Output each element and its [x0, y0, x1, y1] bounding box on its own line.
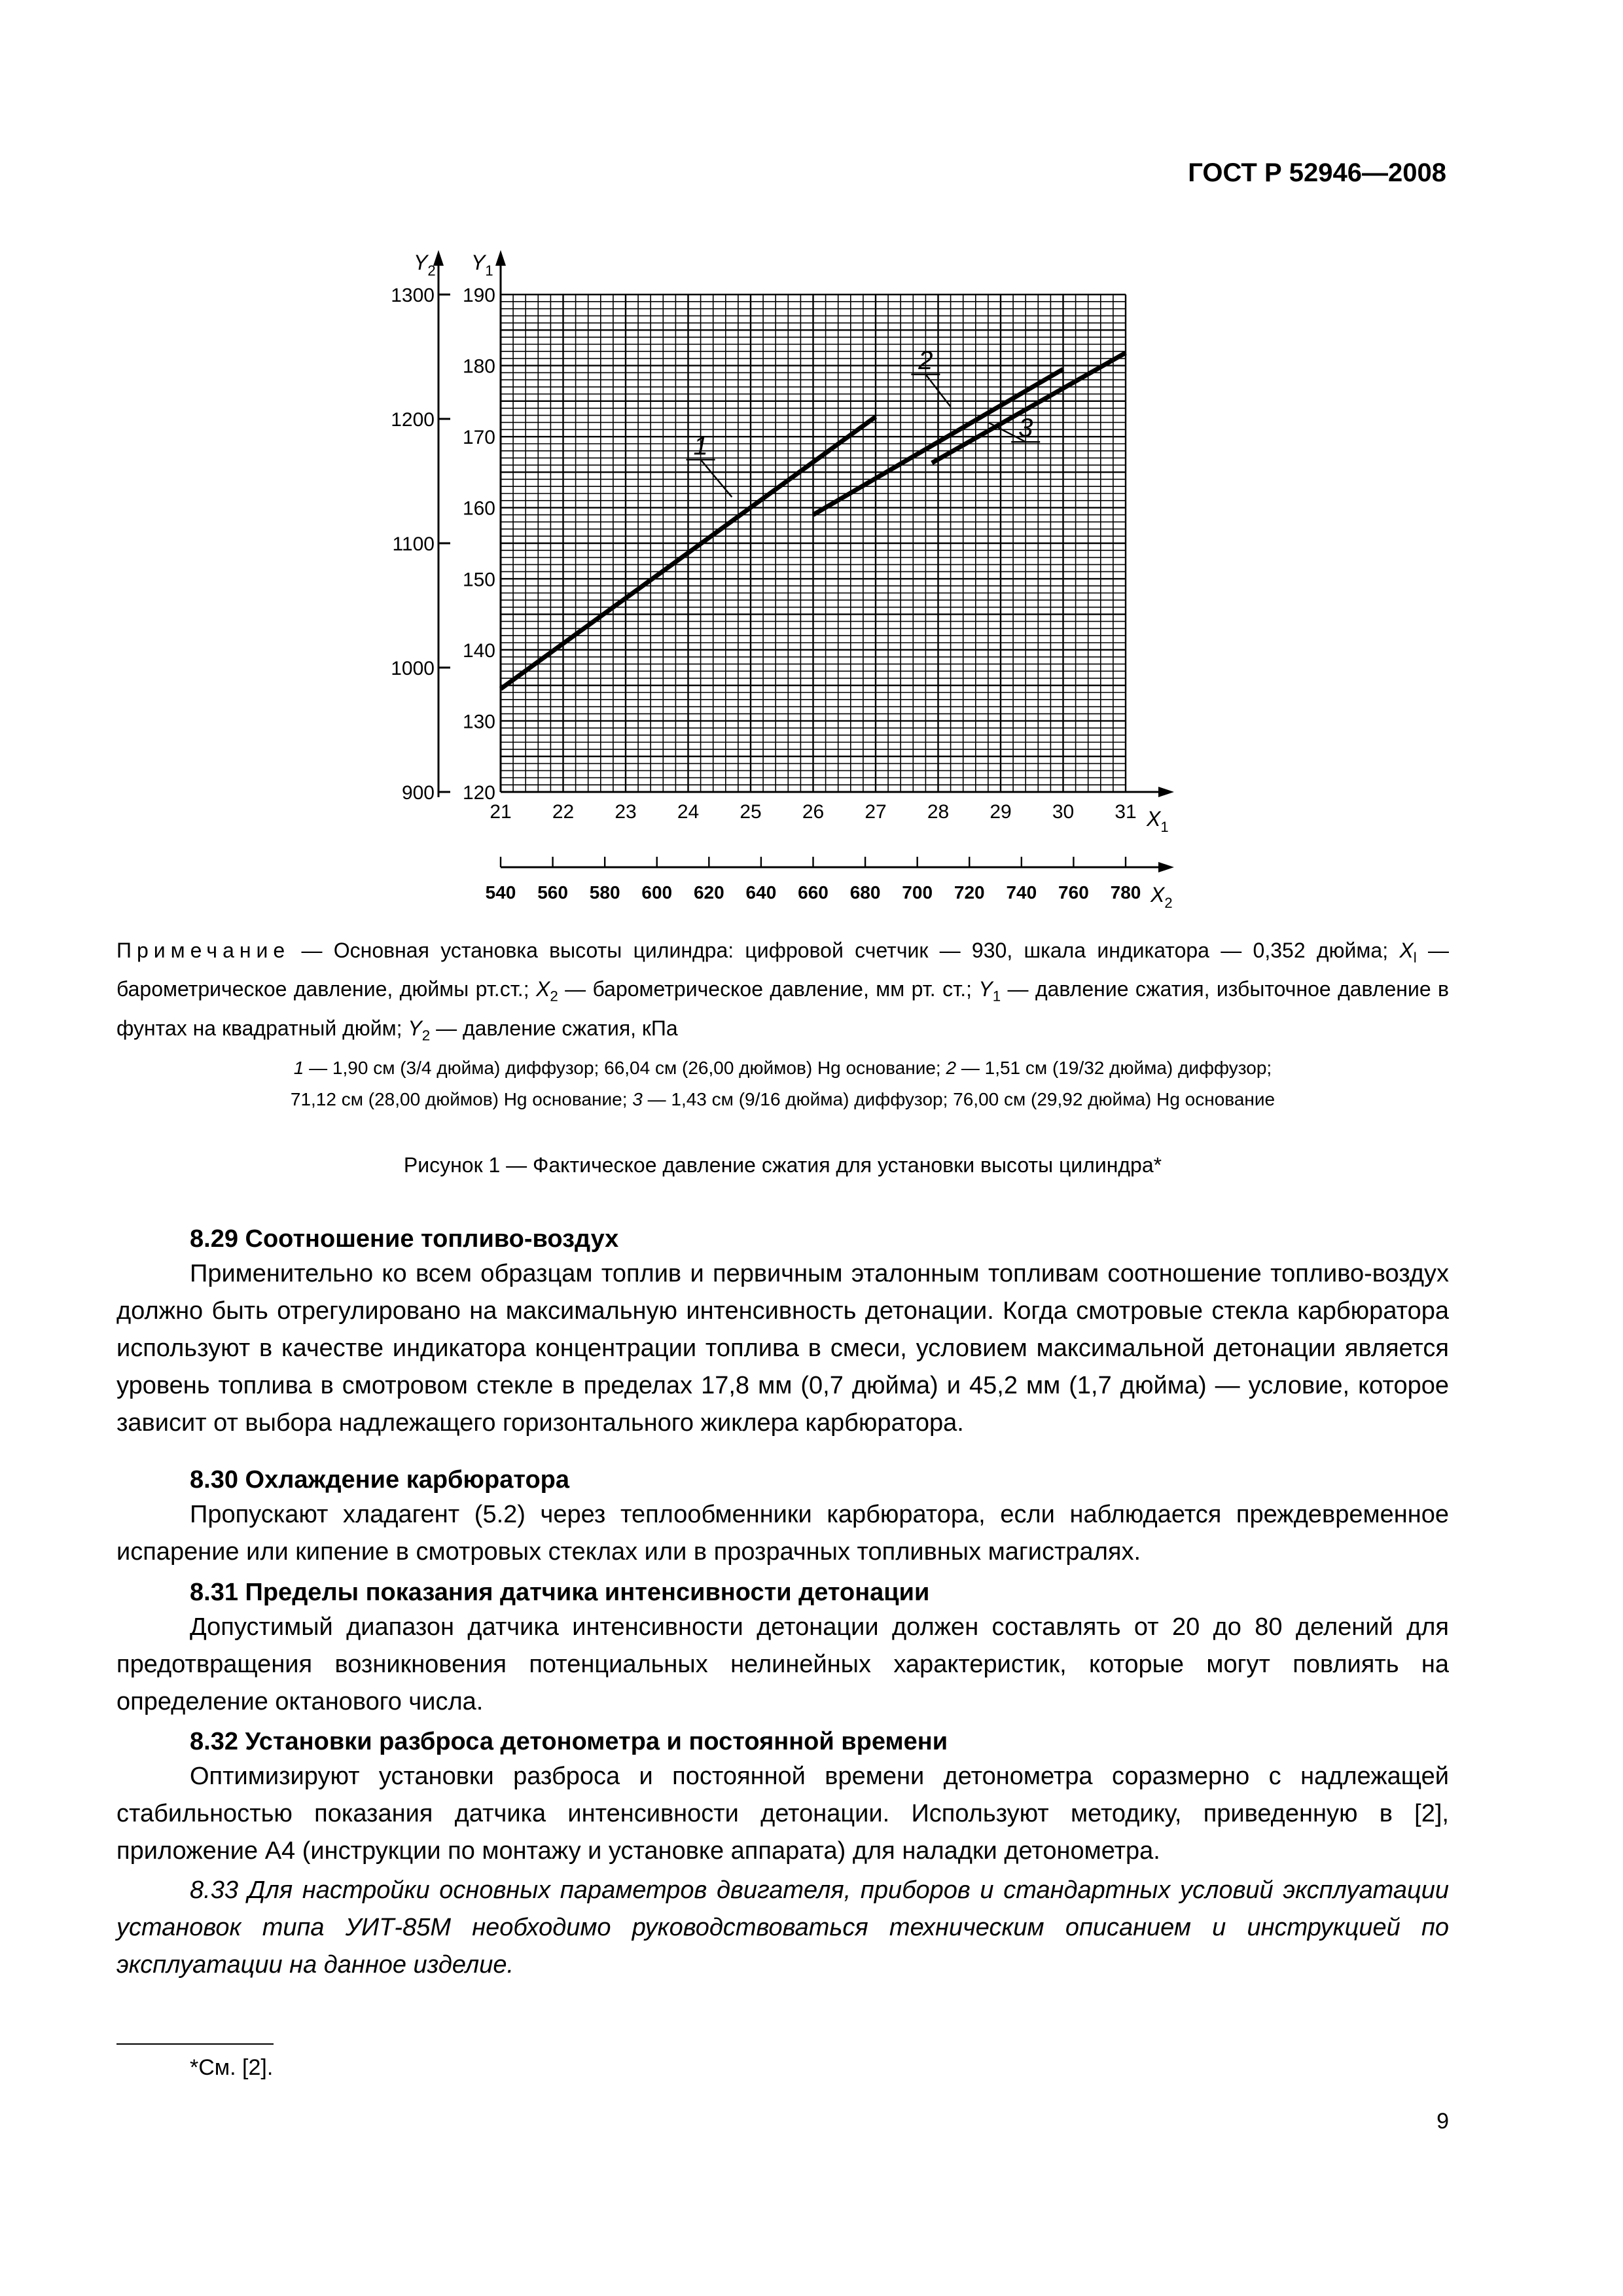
- note-symbol: X: [1399, 939, 1414, 962]
- x1-tick-label: 25: [740, 801, 762, 823]
- y1-tick-label: 140: [462, 639, 495, 662]
- y1-axis-label: $Y_1$: [471, 251, 493, 279]
- section-body: Оптимизируют установки разброса и постоянной времени детонометра соразмерно с надлежащей стабильностью показания датчика интенсивности детонации. Используют методику, приведенную в [2], приложение А4 (инструкции по монтажу и установке аппарата) для наладки детонометра.: [116, 1763, 1449, 1865]
- x1-axis-arrow: [1158, 787, 1174, 797]
- x1-tick-label: 22: [552, 801, 575, 823]
- note-text: — барометрическое давление, дюймы рт.ст.;: [116, 939, 1450, 1001]
- section-body: Пропускают хладагент (5.2) через теплообменники карбюратора, если наблюдается преждевременное испарение или кипение в смотровых стеклах или в прозрачных топливных магистралях.: [116, 1501, 1449, 1566]
- curve-label: 2: [918, 346, 933, 375]
- y1-tick-label: 170: [462, 427, 495, 449]
- note-subscript: l: [1413, 949, 1417, 966]
- footnote-rule: [116, 2043, 274, 2045]
- section-body: Допустимый диапазон датчика интенсивности детонации должен составлять от 20 до 80 делений для предотвращения возникновения потенциальных нелинейных характеристик, которые могут повлиять на определение октанового числа.: [116, 1613, 1449, 1715]
- footnote: *См. [2].: [190, 2055, 274, 2080]
- note-symbol: Y: [408, 1016, 422, 1040]
- x2-tick-label: 680: [849, 882, 881, 903]
- x1-tick-label: 24: [677, 801, 700, 823]
- y2-tick-label: 1100: [392, 533, 435, 555]
- y2-tick-label: 900: [401, 782, 435, 804]
- section-heading: [190, 1579, 929, 1607]
- x2-tick-label: 720: [954, 882, 985, 903]
- note-subscript: 1: [992, 988, 1001, 1005]
- note-subscript: 2: [421, 1027, 431, 1044]
- y1-tick-label: 190: [462, 285, 495, 306]
- x1-tick-label: 29: [990, 801, 1012, 823]
- x1-tick-label: 31: [1115, 801, 1137, 823]
- section-heading: [190, 1225, 618, 1253]
- x1-tick-label: 28: [927, 801, 950, 823]
- x2-tick-label: 740: [1006, 882, 1037, 903]
- section-title: Охлаждение карбюратора: [245, 1466, 569, 1494]
- y1-tick-label: 180: [462, 355, 495, 378]
- y2-tick-label: 1300: [391, 285, 435, 306]
- legend-number: 3: [632, 1089, 643, 1109]
- section-body-833: 8.33 Для настройки основных параметров двигателя, приборов и стандартных условий эксплуатации установок типа УИТ-85М необходимо руководствоваться техническим описанием и инструкцией по эксплуатации на данное изделие.: [116, 1876, 1449, 1979]
- chart-ticks: [391, 285, 1141, 903]
- legend-text: — 1,51 см (19/32 дюйма) диффузор;: [956, 1058, 1272, 1078]
- x1-axis-label: $X_1$: [1147, 807, 1169, 835]
- x2-tick-label: 540: [485, 882, 516, 903]
- section-title: Соотношение топливо-воздух: [245, 1225, 619, 1253]
- x2-tick-label: 660: [798, 882, 829, 903]
- x2-tick-label: 700: [902, 882, 933, 903]
- section-body: Применительно ко всем образцам топлив и первичным эталонным топливам соотношение топливо-воздух должно быть отрегулировано на максимальную интенсивность детонации. Когда смотровые стекла карбюратора используют в качестве индикатора концентрации топлива в смеси, условием максимальной детонации является уровень топлива в смотровом стекле в пределах 17,8 мм (0,7 дюйма) и 45,2 мм (1,7 дюйма) — условие, которое зависит от выбора надлежащего горизонтального жиклера карбюратора.: [116, 1260, 1449, 1437]
- y1-tick-label: 130: [462, 711, 495, 733]
- figure-caption: Рисунок 1 — Фактическое давление сжатия для установки высоты цилиндра*: [403, 1153, 1162, 1177]
- page-number: 9: [1436, 2109, 1449, 2134]
- legend-line: [116, 1084, 1449, 1115]
- legend-text: 71,12 см (28,00 дюймов) Hg основание;: [290, 1089, 633, 1109]
- legend-text: — 1,90 см (3/4 дюйма) диффузор; 66,04 см (26,00 дюймов) Hg основание;: [304, 1058, 946, 1078]
- y1-tick-label: 160: [462, 497, 495, 520]
- curve-label: 3: [1018, 414, 1033, 443]
- x1-tick-label: 27: [865, 801, 887, 823]
- x1-tick-label: 30: [1052, 801, 1075, 823]
- x1-tick-label: 26: [802, 801, 825, 823]
- y1-tick-label: 120: [462, 782, 495, 804]
- x2-tick-label: 640: [745, 882, 777, 903]
- note-text: — барометрическое давление, мм рт. ст.;: [558, 977, 979, 1001]
- note-subscript: 2: [550, 988, 558, 1005]
- x2-axis-arrow: [1158, 862, 1174, 872]
- x2-tick-label: 600: [641, 882, 673, 903]
- note-symbol: Y: [978, 977, 993, 1001]
- section-title: Установки разброса детонометра и постоянной времени: [245, 1728, 948, 1755]
- note-text: — давление сжатия, кПа: [430, 1016, 678, 1040]
- x1-tick-label: 23: [615, 801, 637, 823]
- section-number: 8.30: [190, 1466, 238, 1494]
- section-number: 8.32: [190, 1728, 238, 1755]
- y2-axis-label: $Y_2$: [414, 251, 436, 279]
- y1-tick-label: 150: [462, 569, 495, 591]
- document-number: ГОСТ Р 52946—2008: [1188, 158, 1446, 187]
- legend-text: — 1,43 см (9/16 дюйма) диффузор; 76,00 см (29,92 дюйма) Hg основание: [642, 1089, 1275, 1109]
- section-number: 8.29: [190, 1225, 238, 1253]
- y2-tick-label: 1000: [391, 658, 435, 679]
- y2-tick-label: 1200: [391, 409, 435, 431]
- x2-tick-label: 780: [1110, 882, 1141, 903]
- section-heading: [190, 1728, 948, 1756]
- curve-label: 1: [693, 431, 708, 461]
- section-heading: [190, 1466, 569, 1494]
- compression-pressure-chart: [340, 236, 1198, 916]
- legend-line: [116, 1052, 1449, 1084]
- legend-number: 2: [946, 1058, 957, 1078]
- chart-grid: [501, 295, 1126, 792]
- note-text: — давление сжатия, избыточное давление в фунтах на квадратный дюйм;: [116, 977, 1450, 1040]
- note-symbol: X: [535, 977, 550, 1001]
- note-text: — Основная установка высоты цилиндра: цифровой счетчик — 930, шкала индикатора — 0,352 дюйма;: [290, 939, 1400, 962]
- x2-axis-label: $X_2$: [1150, 883, 1173, 911]
- x2-tick-label: 620: [693, 882, 724, 903]
- x1-tick-label: 21: [490, 801, 512, 823]
- figure-legend: [116, 1052, 1449, 1115]
- x2-tick-label: 580: [589, 882, 620, 903]
- x2-tick-label: 560: [537, 882, 568, 903]
- y1-axis-arrow: [495, 250, 506, 266]
- section-number: 8.31: [190, 1579, 238, 1606]
- note-label: Примечание: [116, 939, 291, 962]
- figure-note: [116, 935, 1449, 1051]
- section-title: Пределы показания датчика интенсивности детонации: [245, 1579, 930, 1606]
- x2-tick-label: 760: [1058, 882, 1089, 903]
- legend-number: 1: [293, 1058, 304, 1078]
